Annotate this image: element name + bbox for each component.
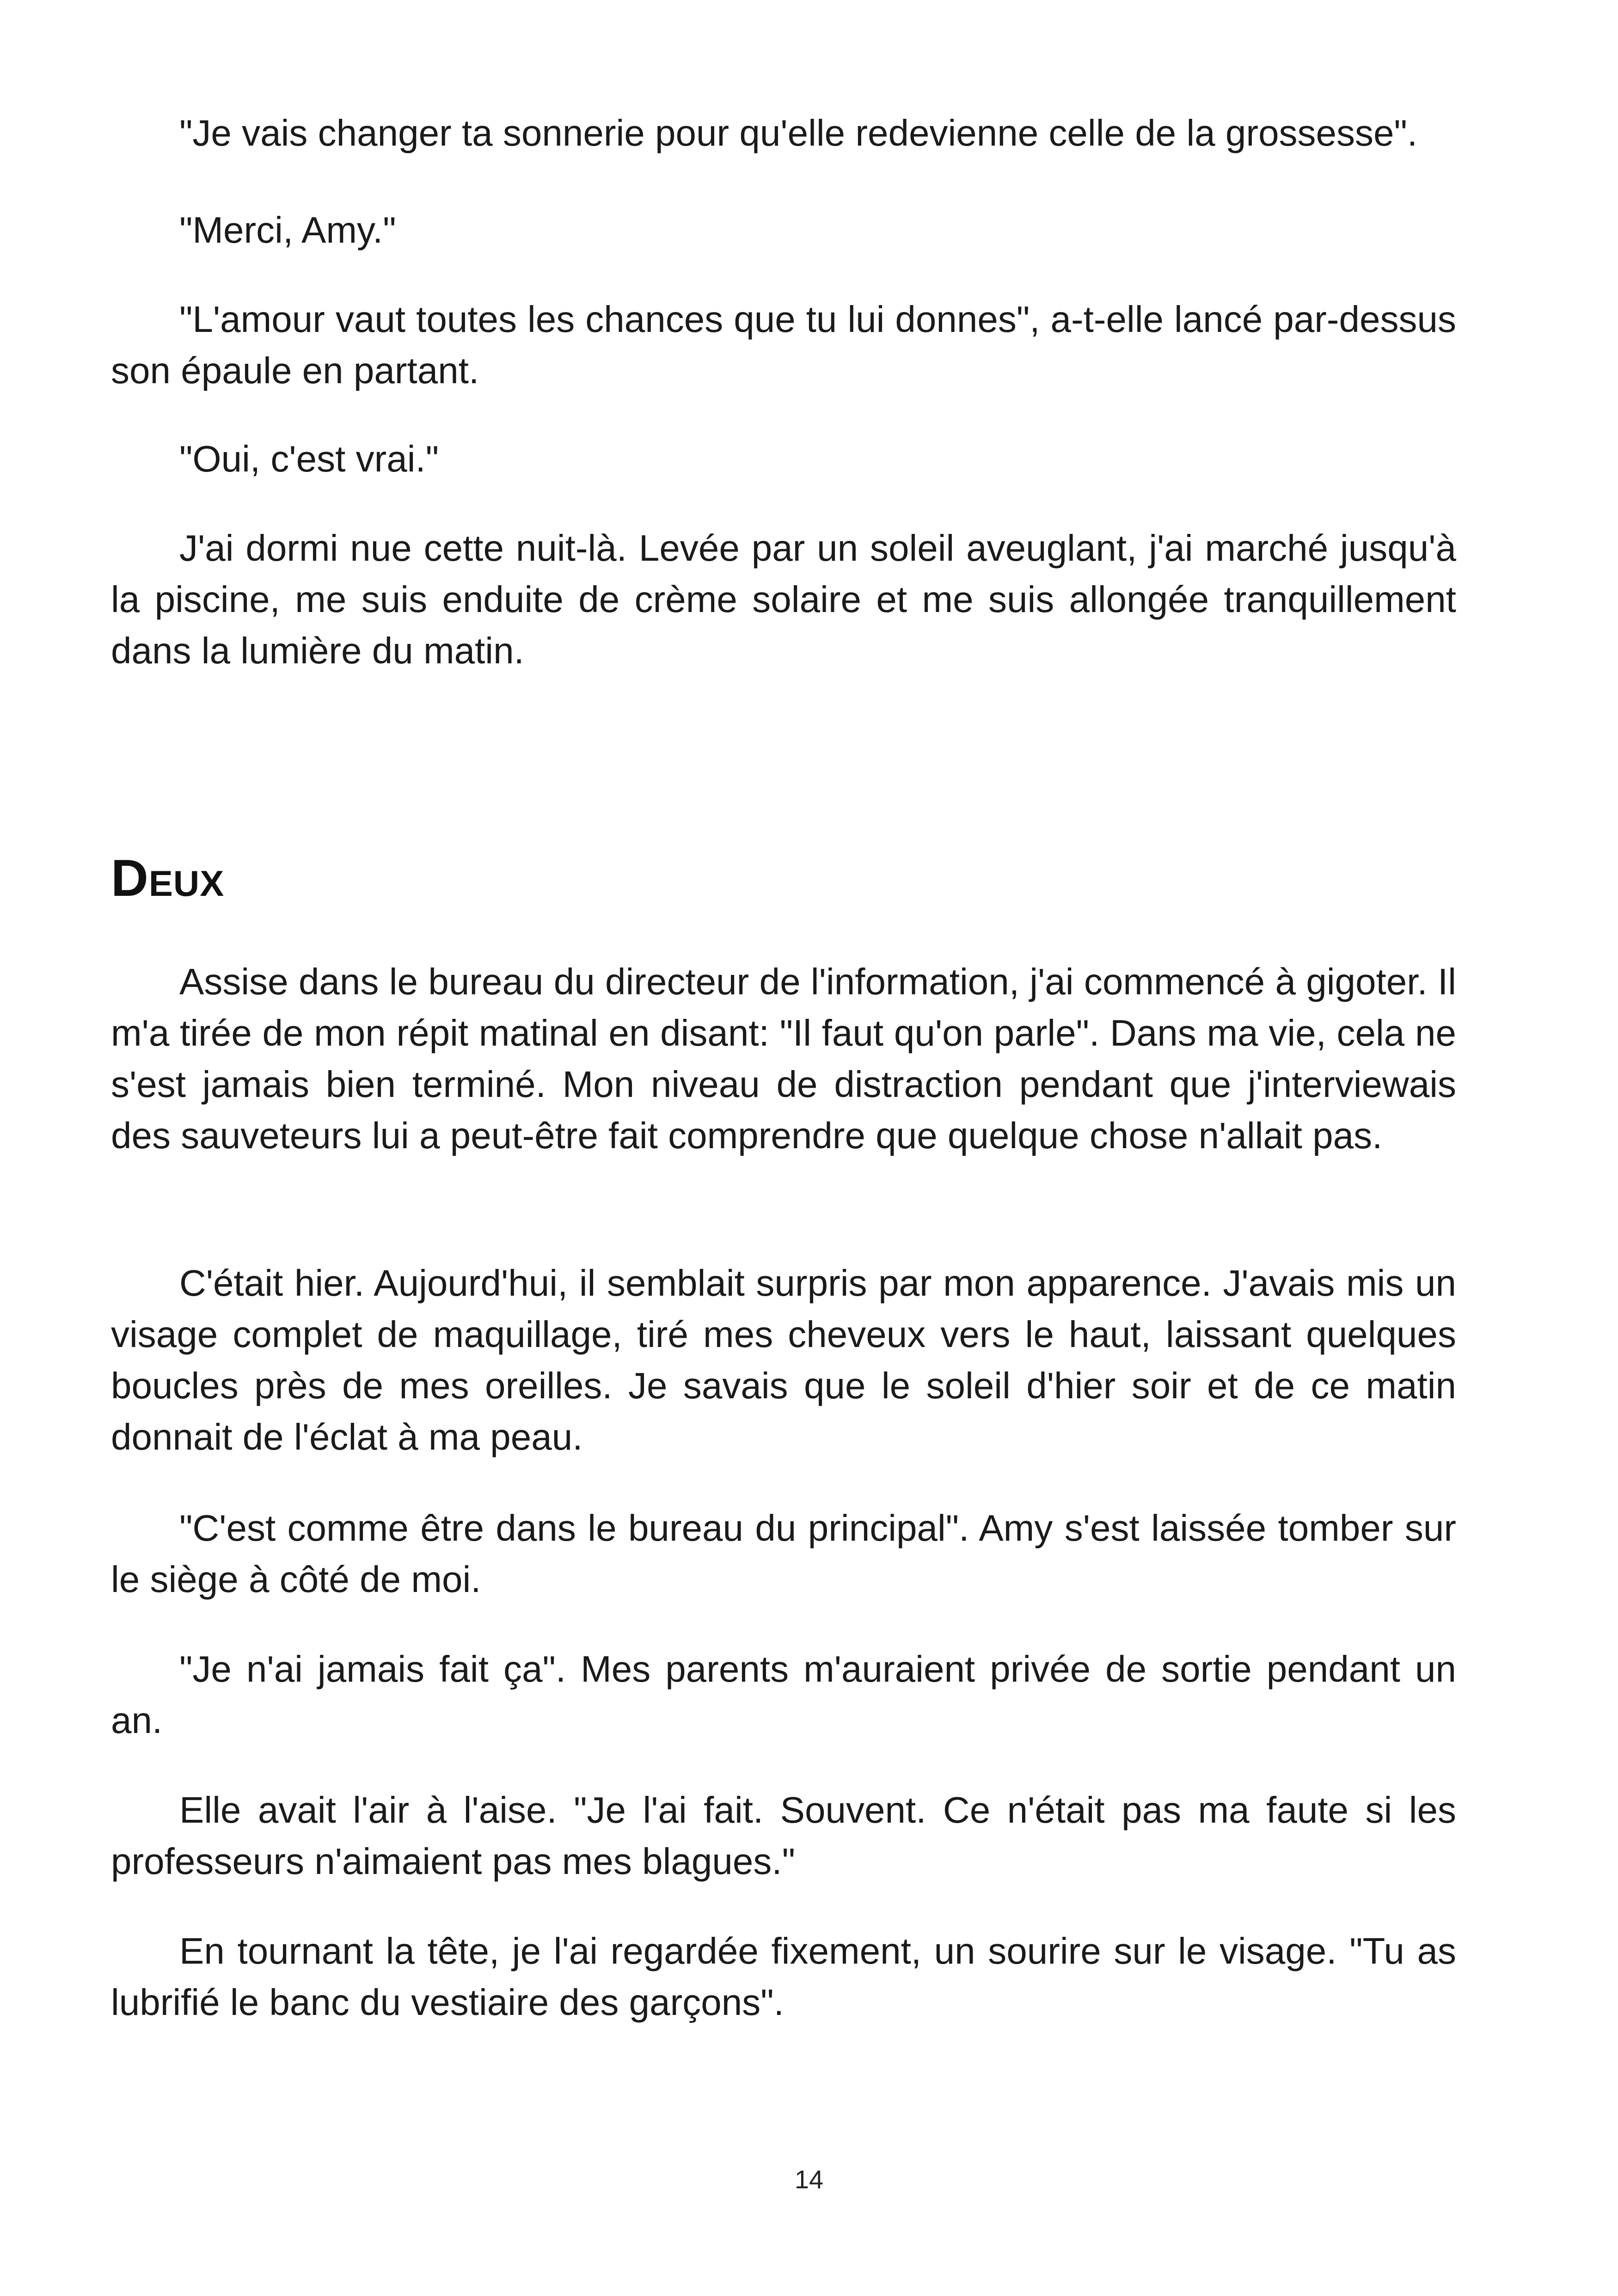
document-page (111, 0, 1456, 2296)
paragraph: C'était hier. Aujourd'hui, il semblait surpris par mon apparence. J'avais mis un visage complet de maquillage, tiré mes cheveux vers le haut, laissant quelques boucles près de mes oreilles. Je savais que le soleil d'hier soir et de ce matin donnait de l'éclat à ma peau. (111, 1262, 1456, 1457)
paragraph: "C'est comme être dans le bureau du principal". Amy s'est laissée tomber sur le siège à côté de moi. (111, 1507, 1456, 1600)
paragraph: En tournant la tête, je l'ai regardée fixement, un sourire sur le visage. "Tu as lubrifié le banc du vestiaire des garçons". (111, 1930, 1456, 2023)
paragraph: "L'amour vaut toutes les chances que tu lui donnes", a-t-elle lancé par-dessus son épaule en partant. (111, 299, 1456, 391)
paragraph: "Oui, c'est vrai." (179, 438, 439, 479)
page-number: 14 (794, 2165, 824, 2194)
paragraph: Assise dans le bureau du directeur de l'information, j'ai commencé à gigoter. Il m'a tirée de mon répit matinal en disant: "Il faut qu'on parle". Dans ma vie, cela ne s'est jamais bien terminé. Mon niveau de distraction pendant que j'interviewais des sauveteurs lui a peut-être fait comprendre que quelque chose n'allait pas. (111, 961, 1456, 1156)
paragraph: "Je vais changer ta sonnerie pour qu'elle redevienne celle de la grossesse". (179, 112, 1418, 153)
paragraph: "Merci, Amy." (179, 209, 396, 251)
chapter-heading: Deux (111, 849, 225, 907)
paragraph: J'ai dormi nue cette nuit-là. Levée par un soleil aveuglant, j'ai marché jusqu'à la piscine, me suis enduite de crème solaire et me suis allongée tranquillement dans la lumière du matin. (111, 527, 1456, 671)
paragraph: "Je n'ai jamais fait ça". Mes parents m'auraient privée de sortie pendant un an. (111, 1648, 1456, 1741)
paragraph: Elle avait l'air à l'aise. "Je l'ai fait. Souvent. Ce n'était pas ma faute si les professeurs n'aimaient pas mes blagues." (111, 1789, 1456, 1882)
